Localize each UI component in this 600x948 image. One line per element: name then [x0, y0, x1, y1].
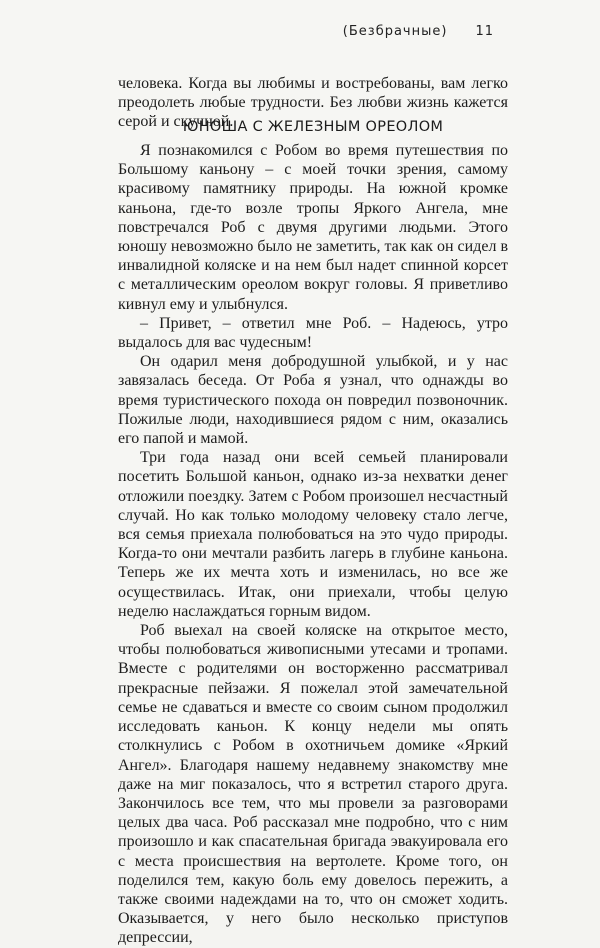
- intro-paragraph: человека. Когда вы любимы и востребованы, вам легко преодолеть любые трудности. Без любви жизнь кажется серой и скучной.: [118, 75, 508, 131]
- paragraph-1: Я познакомился с Робом во время путешествия по Большому каньону – с моей точки зрения, самому красивому памятнику природы. На южной кромке каньона, где-то возле тропы Яркого Ангела, мне повстречался Роб с двумя другими людьми. Этого юношу невозможно было не заметить, так как он сидел в инвалидной коляске и на нем был надет спинной корсет с металлическим ореолом вокруг головы. Я приветливо кивнул ему и улыбнулся.: [118, 142, 508, 313]
- body-text: [118, 141, 508, 948]
- paragraph-4: Три года назад они всей семьей планировали посетить Большой каньон, однако из-за нехватки денег отложили поездку. Затем с Робом произошел несчастный случай. Но как только молодому человеку стало легче, вся семья приехала полюбоваться на это чудо природы. Когда-то они мечтали разбить лагерь в глубине каньона. Теперь же их мечта хоть и изменилась, но все же осуществилась. Итак, они приехали, чтобы целую неделю наслаждаться горным видом.: [118, 449, 508, 620]
- paragraph-2: – Привет, – ответил мне Роб. – Надеюсь, утро выдалось для вас чудесным!: [118, 314, 508, 352]
- running-title: (Безбрачные): [342, 24, 448, 39]
- page-number: 11: [475, 24, 494, 39]
- paragraph-5: Роб выехал на своей коляске на открытое место, чтобы полюбоваться живописными утесами и тропами. Вместе с родителями он восторженно рассматривал прекрасные пейзажи. Я пожелал этой замечательной семье не сдаваться и вместе со своим сыном продолжил исследовать каньон. К концу недели мы опять столкнулись с Робом в охотничьем домике «Яркий Ангел». Благодаря нашему недавнему знакомству мне даже на миг показалось, что я встретил старого друга. Закончилось все тем, что мы провели за разговорами целых два часа. Роб рассказал мне подробно, что с ним произошло и как спасательная бригада эвакуировала его с места происшествия на вертолете. Кроме того, он поделился тем, какую боль ему довелось пережить, а также своими надеждами на то, что он сможет ходить. Оказывается, у него было несколько приступов депрессии,: [118, 622, 508, 947]
- page-header: [343, 24, 494, 39]
- paragraph-3: Он одарил меня добродушной улыбкой, и у нас завязалась беседа. От Роба я узнал, что однажды во время туристического похода он повредил позвоночник. Пожилые люди, находившиеся рядом с ним, оказались его папой и мамой.: [118, 353, 508, 448]
- section-heading: ЮНОША С ЖЕЛЕЗНЫМ ОРЕОЛОМ: [182, 119, 444, 135]
